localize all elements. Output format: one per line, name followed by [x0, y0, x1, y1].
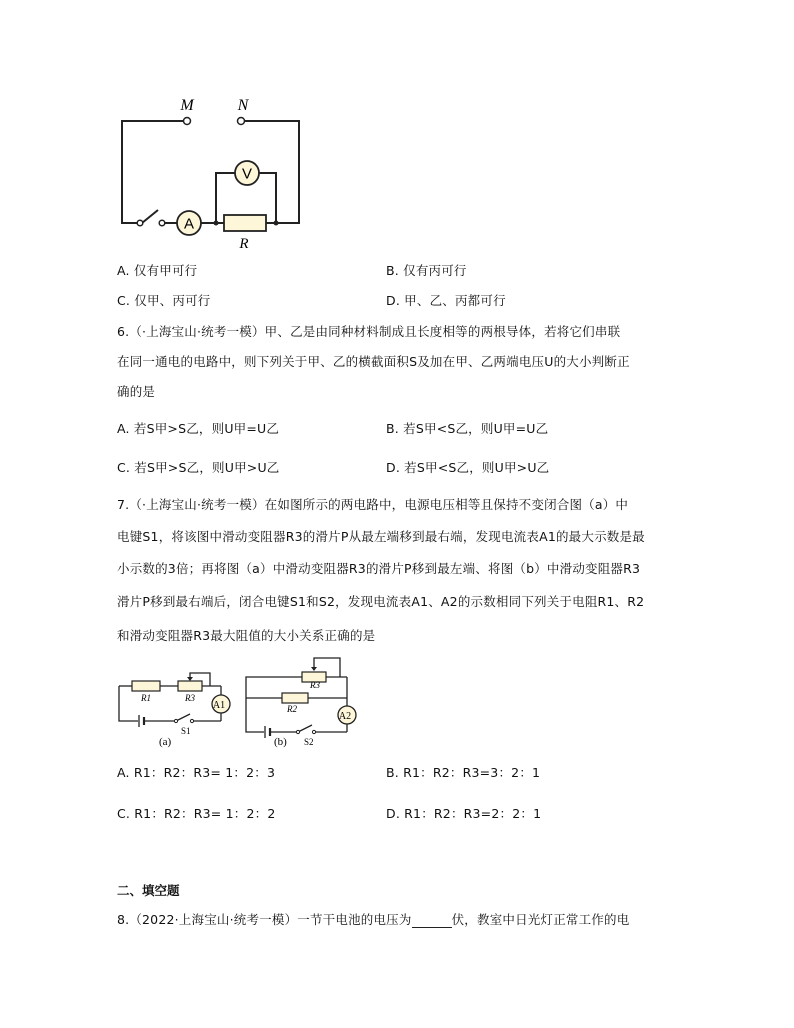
q8-stem — [117, 912, 629, 928]
label-s2: S2 — [304, 737, 314, 747]
label-r: R — [239, 236, 249, 252]
q5-option-b[interactable]: B. 仅有丙可行 — [386, 263, 467, 278]
terminal-m — [184, 118, 191, 125]
q7-stem-line4: 滑片P移到最右端后，闭合电键S1和S2，发现电流表A1、A2的示数相同下列关于电阻R1、R2 — [117, 594, 645, 609]
junction-right — [274, 221, 279, 226]
caption-a: (a) — [159, 736, 172, 748]
ammeter-a2-label: A2 — [338, 711, 352, 722]
section-title-fill-in: 二、填空题 — [117, 883, 180, 898]
switch-contact — [159, 220, 165, 226]
ammeter-a1-label: A1 — [212, 700, 226, 711]
q6-option-a[interactable]: A. 若S甲>S乙，则U甲=U乙 — [117, 421, 280, 436]
q6-stem-line3: 确的是 — [117, 384, 156, 399]
q6-option-b[interactable]: B. 若S甲<S乙，则U甲=U乙 — [386, 421, 549, 436]
q6-stem-line1: 6.（·上海宝山·统考一模）甲、乙是由同种材料制成且长度相等的两根导体，若将它们串联 — [117, 324, 621, 339]
q7-option-b[interactable]: B. R1：R2：R3=3：2：1 — [386, 765, 541, 780]
caption-b: (b) — [274, 736, 287, 748]
q8-text-before: 8.（2022·上海宝山·统考一模）一节干电池的电压为 — [117, 912, 412, 927]
label-r1: R1 — [141, 693, 151, 703]
resistor-r2 — [282, 693, 308, 703]
q7-option-a[interactable]: A. R1：R2：R3= 1：2：3 — [117, 765, 276, 780]
q8-text-after: 伏，教室中日光灯正常工作的电 — [451, 912, 630, 927]
q7-stem-line3: 小示数的3倍；再将图（a）中滑动变阻器R3的滑片P移到最左端、将图（b）中滑动变阻器R3 — [117, 561, 641, 576]
switch-pivot — [137, 220, 143, 226]
label-n: N — [237, 97, 249, 114]
q5-option-d[interactable]: D. 甲、乙、丙都可行 — [386, 293, 506, 308]
label-r3: R3 — [310, 680, 320, 690]
circuit-diagram-top — [112, 92, 312, 252]
slider-arrow-icon — [311, 667, 317, 671]
q7-stem-line2: 电键S1，将该图中滑动变阻器R3的滑片P从最左端移到最右端，发现电流表A1的最大示数是最 — [117, 529, 645, 544]
q5-option-c[interactable]: C. 仅甲、丙可行 — [117, 293, 211, 308]
q7-stem-line5: 和滑动变阻器R3最大阻值的大小关系正确的是 — [117, 628, 376, 643]
q7-stem-line1: 7.（·上海宝山·统考一模）在如图所示的两电路中，电源电压相等且保持不变闭合图（a）中 — [117, 497, 629, 512]
q5-option-a[interactable]: A. 仅有甲可行 — [117, 263, 198, 278]
q7-option-d[interactable]: D. R1：R2：R3=2：2：1 — [386, 806, 542, 821]
q6-stem-line2: 在同一通电的电路中，则下列关于甲、乙的横截面积S及加在甲、乙两端电压U的大小判断正 — [117, 354, 630, 369]
ammeter-label: A — [183, 215, 195, 233]
circuit-diagram-b — [240, 652, 360, 752]
q6-option-c[interactable]: C. 若S甲>S乙，则U甲>U乙 — [117, 460, 280, 475]
q7-option-c[interactable]: C. R1：R2：R3= 1：2：2 — [117, 806, 276, 821]
label-m: M — [180, 97, 194, 114]
label-r2: R2 — [287, 704, 297, 714]
terminal-n — [238, 118, 245, 125]
label-s1: S1 — [181, 726, 191, 736]
circuit-diagram-a — [114, 664, 240, 750]
rheostat-r3 — [178, 681, 202, 691]
q6-option-d[interactable]: D. 若S甲<S乙，则U甲>U乙 — [386, 460, 550, 475]
label-r3: R3 — [185, 693, 195, 703]
resistor-r1 — [132, 681, 160, 691]
voltmeter-label: V — [241, 165, 253, 183]
q8-answer-blank[interactable] — [412, 915, 452, 928]
resistor-r — [224, 215, 266, 231]
junction-left — [214, 221, 219, 226]
